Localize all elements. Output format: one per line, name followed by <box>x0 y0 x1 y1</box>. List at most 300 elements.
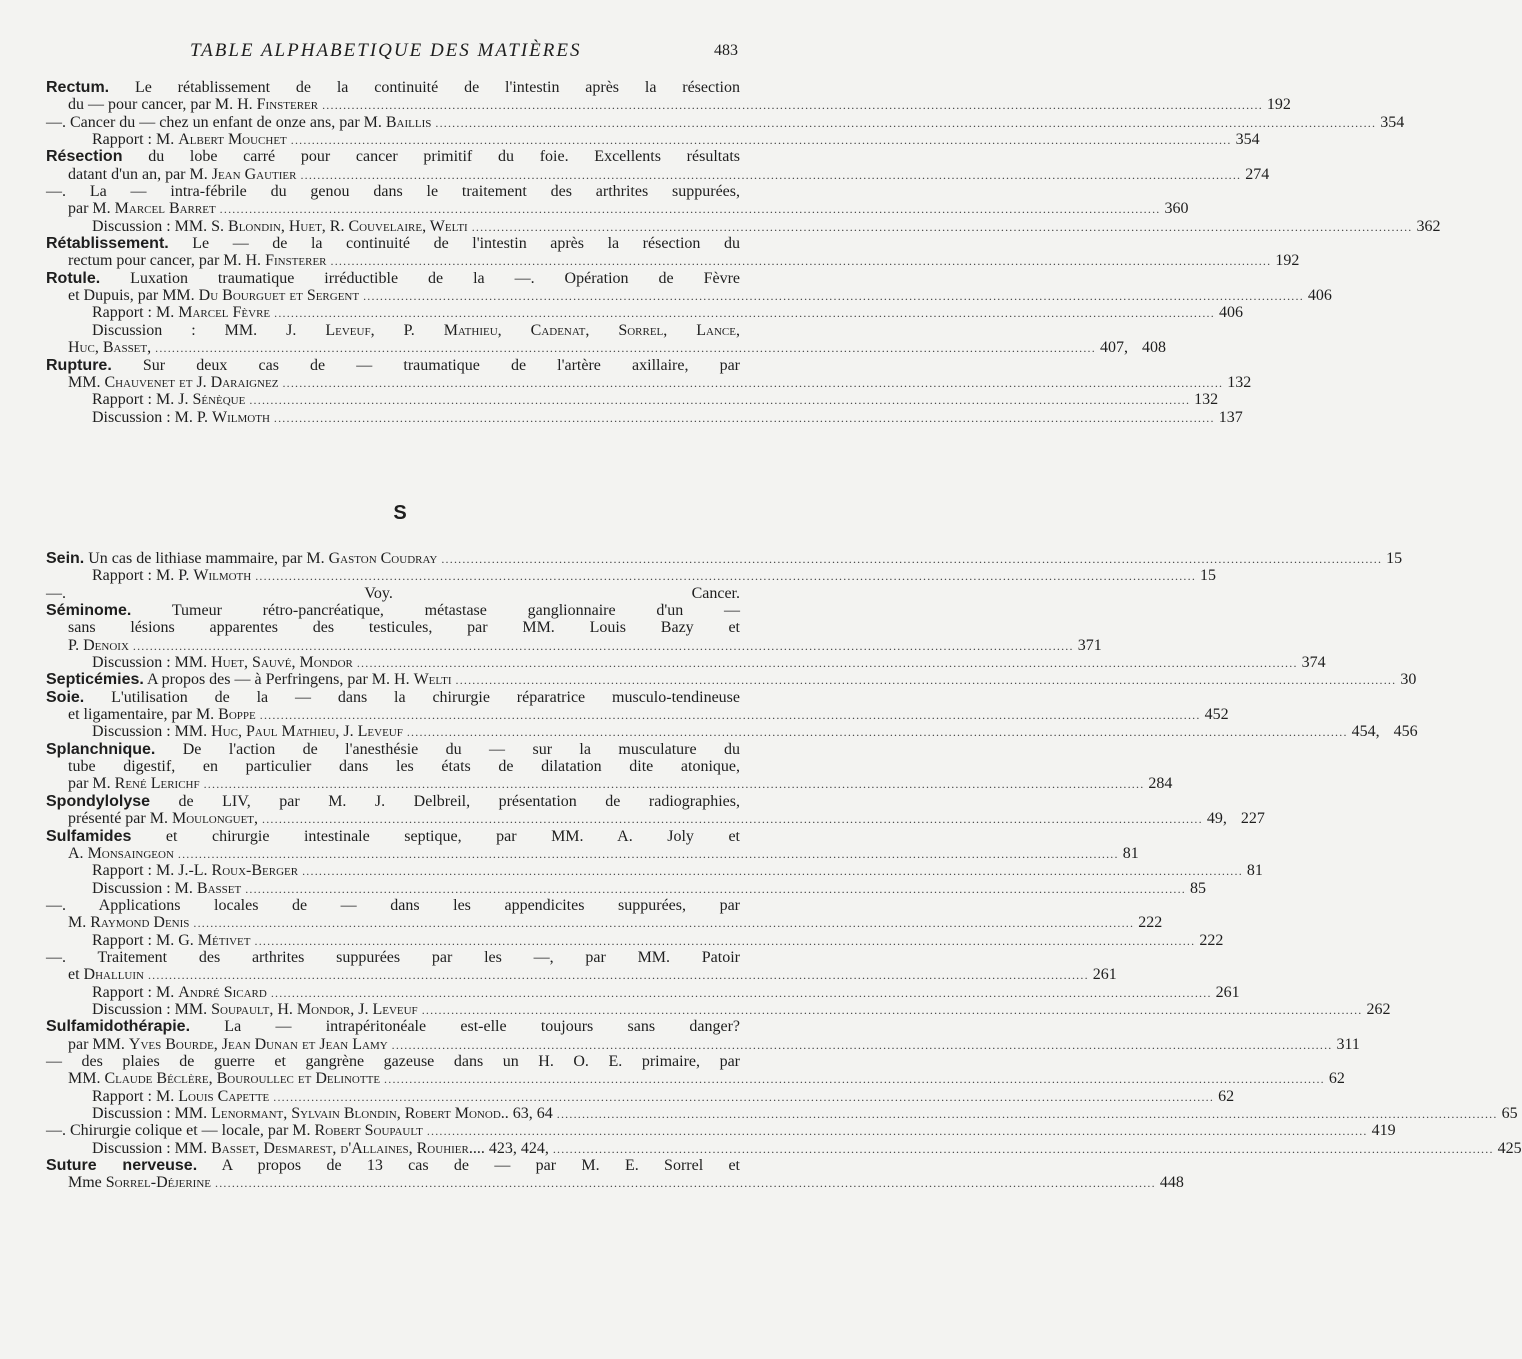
dot-leader <box>178 846 1119 863</box>
page-ref: 49, <box>1206 810 1227 828</box>
line-text <box>68 1174 211 1191</box>
line-text <box>68 810 258 827</box>
line-text <box>68 166 296 183</box>
line-text <box>46 689 740 706</box>
page-ref: 62 <box>1328 1070 1345 1088</box>
entry-text: Discussion : MM. <box>92 723 212 741</box>
index-entry <box>46 793 740 810</box>
index-line <box>46 567 1217 585</box>
entry-keyword: Suture nerveuse. <box>46 1157 198 1175</box>
entry-text: MM. <box>68 1070 105 1088</box>
index-entry <box>46 550 1403 567</box>
index-line <box>46 113 1405 131</box>
entry-text: —. Voy. Cancer. <box>46 584 740 602</box>
index-line <box>46 810 1265 828</box>
author-names: Du Bourguet et Sergent <box>198 287 360 305</box>
author-names: Leveuf, P. Mathieu, Cadenat, Sorrel, Lance, <box>325 321 740 339</box>
line-text <box>68 637 129 654</box>
entry-text: — des plaies de guerre et gangrène gazeuse dans un H. O. E. primaire, par <box>46 1052 740 1070</box>
entry-text: Discussion : MM. J. <box>92 321 326 339</box>
entry-text: A propos de 13 cas de — par M. E. Sorrel et <box>197 1157 741 1175</box>
index-entry <box>46 270 740 287</box>
index-line <box>46 1174 1184 1192</box>
author-names: Soupault, H. Mondor, J. Leveuf <box>211 1000 418 1018</box>
entry-text: Discussion : MM. <box>92 1105 212 1122</box>
entry-text: MM. <box>68 373 105 391</box>
entry-text: Discussion : M. P. <box>92 408 213 426</box>
line-text <box>92 218 468 235</box>
line-text <box>46 1018 740 1035</box>
line-text <box>92 1105 553 1122</box>
index-entry <box>46 828 740 845</box>
dot-leader <box>553 1141 1494 1158</box>
dot-leader <box>255 568 1196 585</box>
page-ref: 360 <box>1164 200 1189 218</box>
entry-text: Discussion : MM. <box>92 654 212 672</box>
entry-text: Rapport : M. J.-L. <box>92 862 212 880</box>
page-ref: 406 <box>1218 304 1243 322</box>
line-text <box>68 845 174 862</box>
entry-text: Un cas de lithiase mammaire, par M. <box>84 550 329 567</box>
index-line <box>46 619 740 636</box>
entry-text: A propos des — à Perfringens, par M. H. <box>143 671 414 689</box>
index-line <box>46 585 740 602</box>
author-names: Raymond Denis <box>90 914 190 932</box>
line-text <box>68 1036 388 1053</box>
author-names: Wilmoth <box>193 567 252 585</box>
author-names: Wilmoth <box>212 408 270 426</box>
dot-leader <box>255 933 1196 950</box>
author-names: Dhalluin <box>83 966 144 984</box>
page-ref: 132 <box>1194 391 1219 409</box>
dot-leader <box>300 167 1241 184</box>
author-names: Marcel Barret <box>114 200 216 218</box>
line-text <box>46 357 740 374</box>
dot-leader <box>262 811 1203 828</box>
line-text <box>92 723 403 740</box>
line-text <box>68 339 151 356</box>
index-line <box>46 165 1270 183</box>
dot-leader <box>427 1123 1368 1140</box>
entry-text: Le rétablissement de la continuité de l'intestin après la résection <box>109 79 740 96</box>
line-text <box>68 966 144 983</box>
author-names: Métivet <box>197 931 251 949</box>
dot-leader <box>557 1106 1498 1123</box>
line-text <box>46 114 431 131</box>
page-ref: 456 <box>1393 723 1418 741</box>
dot-leader <box>282 375 1223 392</box>
dot-leader <box>456 672 1397 689</box>
entry-text: Discussion : MM. <box>92 1139 212 1157</box>
index-line <box>46 775 1173 793</box>
entry-keyword: Sulfamidothérapie. <box>46 1018 191 1036</box>
entry-text: et <box>68 966 84 984</box>
dot-leader <box>392 1037 1333 1054</box>
line-text <box>68 914 189 931</box>
line-text <box>92 391 245 408</box>
page-ref: 454, <box>1351 723 1380 741</box>
entry-text: du — pour cancer, par M. H. <box>68 96 257 114</box>
index-line <box>46 391 1219 409</box>
page-ref: 192 <box>1275 252 1300 270</box>
line-text <box>92 131 287 148</box>
author-names: Huc, Basset, <box>68 339 152 357</box>
entry-text: Rapport : M. <box>92 304 179 322</box>
entry-text: De l'action de l'anesthésie du — sur la musculature du <box>155 740 740 758</box>
dot-leader <box>363 288 1304 305</box>
index-line <box>46 217 1441 235</box>
index-line <box>46 949 740 966</box>
line-text <box>68 200 216 217</box>
author-names: René Lerichf <box>114 775 200 793</box>
entry-text: Tumeur rétro-pancréatique, métastase ganglionnaire d'un — <box>131 602 740 620</box>
index-line <box>46 654 1326 672</box>
index-line <box>46 252 1300 270</box>
index-line <box>46 200 1189 218</box>
page-ref: 262 <box>1366 1000 1391 1018</box>
dot-leader <box>357 655 1298 672</box>
entry-text: Rapport : M. P. <box>92 567 194 585</box>
line-text <box>46 741 740 758</box>
page-ref: 261 <box>1092 966 1117 984</box>
entry-text: et Dupuis, par MM. <box>68 287 199 305</box>
index-line <box>46 1000 1391 1018</box>
author-names: Welti <box>413 671 452 689</box>
entry-text: Mme <box>68 1174 106 1192</box>
page-ref: 132 <box>1227 373 1252 391</box>
entry-text: —. La — intra-fébrile du genou dans le traitement des arthrites suppurées, <box>46 183 740 201</box>
index-line <box>46 304 1243 322</box>
page-ref: 30 <box>1400 671 1417 689</box>
index-line <box>46 914 1163 932</box>
page-ref: 62 <box>1218 1087 1235 1105</box>
entry-keyword: Rotule. <box>46 269 101 287</box>
index-line <box>46 1139 1522 1157</box>
line-text <box>92 567 251 584</box>
author-names: Huet, Sauvé, Mondor <box>211 654 353 672</box>
author-names: Huc, Paul Mathieu, J. Leveuf <box>211 723 403 741</box>
entry-keyword: Rupture. <box>46 356 112 374</box>
page-number: 483 <box>714 42 738 59</box>
entry-text: P. <box>68 636 84 654</box>
entry-text: La — intrapéritonéale est-elle toujours sans danger? <box>190 1018 740 1036</box>
dot-leader <box>435 115 1376 132</box>
page-ref: 261 <box>1215 983 1240 1001</box>
entry-keyword: Séminome. <box>46 602 132 620</box>
line-text <box>46 235 740 252</box>
entry-keyword: Rectum. <box>46 79 110 96</box>
entry-text: A. <box>68 844 88 862</box>
line-text <box>68 252 327 269</box>
author-names: Albert Mouchet <box>178 131 287 149</box>
author-names: Gaston Coudray <box>328 550 438 567</box>
dot-leader <box>155 340 1096 357</box>
index-line <box>46 408 1243 426</box>
index-line <box>46 1035 1360 1053</box>
entry-text: Sur deux cas de — traumatique de l'artère axillaire, par <box>111 356 740 374</box>
index-line <box>46 131 1260 149</box>
index-line <box>46 758 740 775</box>
index-line <box>46 1105 1518 1122</box>
page-ref: 311 <box>1336 1035 1360 1053</box>
entry-text: Le — de la continuité de l'intestin après la résection du <box>168 235 740 253</box>
index-block-s <box>46 550 1522 1192</box>
index-entry <box>46 1157 740 1174</box>
line-text <box>46 602 740 619</box>
author-names: Sorrel-Déjerine <box>105 1174 212 1192</box>
line-text <box>68 619 740 636</box>
page-ref: 222 <box>1199 931 1224 949</box>
entry-keyword: Résection <box>46 148 123 166</box>
index-line <box>46 183 740 200</box>
dot-leader <box>215 1175 1156 1192</box>
entry-text: Discussion : MM. <box>92 1000 212 1018</box>
entry-text: Rapport : M. <box>92 983 179 1001</box>
page-ref: 371 <box>1077 636 1102 654</box>
page-ref: 448 <box>1159 1174 1184 1192</box>
page-ref: 137 <box>1218 408 1243 426</box>
index-line <box>46 339 1166 357</box>
dot-leader <box>193 915 1134 932</box>
index-line <box>46 983 1240 1001</box>
author-names: Boppe <box>218 706 256 724</box>
line-text <box>92 1088 269 1105</box>
entry-text: Luxation traumatique irréductible de la —. Opération de Fèvre <box>100 269 740 287</box>
line-text <box>68 1070 380 1087</box>
dot-leader <box>260 707 1201 724</box>
page-ref: 354 <box>1380 113 1405 131</box>
author-names: Basset <box>196 879 242 897</box>
dot-leader <box>274 305 1215 322</box>
index-line <box>46 373 1252 391</box>
dot-leader <box>441 551 1382 568</box>
dot-leader <box>271 985 1212 1002</box>
author-names: Moulonguet, <box>171 810 259 828</box>
index-entry <box>46 148 740 165</box>
page-ref: 65 <box>1501 1105 1518 1122</box>
dot-leader <box>273 1089 1214 1106</box>
line-text <box>92 862 298 879</box>
line-text <box>46 897 740 914</box>
page-ref: 81 <box>1246 862 1263 880</box>
line-text <box>92 322 740 339</box>
index-line <box>46 844 1139 862</box>
author-names: Claude Béclère, Bouroullec et Delinotte <box>104 1070 381 1088</box>
page-ref: 425 <box>1497 1139 1522 1157</box>
entry-keyword: Sein. <box>46 550 85 567</box>
entry-text: de LIV, par M. J. Delbreil, présentation de radiographies, <box>150 792 740 810</box>
dot-leader <box>422 1002 1363 1019</box>
page-ref: 284 <box>1148 775 1173 793</box>
entry-text: Rapport : M. <box>92 131 179 149</box>
running-head <box>0 40 800 66</box>
page-ref: 408 <box>1141 339 1166 357</box>
entry-text: Rapport : M. G. <box>92 931 198 949</box>
entry-text: et ligamentaire, par M. <box>68 706 219 724</box>
index-entry <box>46 235 740 252</box>
entry-text: M. <box>68 914 91 932</box>
author-names: Jean Gautier <box>211 165 297 183</box>
line-text <box>46 183 740 200</box>
page-ref: 227 <box>1240 810 1265 828</box>
dot-leader <box>220 201 1161 218</box>
line-text <box>46 148 740 165</box>
page-ref: 192 <box>1266 96 1291 114</box>
entry-keyword: Soie. <box>46 688 85 706</box>
line-text <box>46 949 740 966</box>
line-text <box>68 96 318 113</box>
entry-keyword: Sulfamides <box>46 827 132 845</box>
page-ref: 452 <box>1204 706 1229 724</box>
page-ref: 374 <box>1301 654 1326 672</box>
author-names: Louis Capette <box>178 1087 270 1105</box>
index-entry <box>46 1018 740 1035</box>
line-text <box>92 304 270 321</box>
entry-text: du lobe carré pour cancer primitif du foie. Excellents résultats <box>122 148 740 166</box>
index-line <box>46 706 1229 724</box>
page-ref: 274 <box>1245 165 1270 183</box>
author-names: Robert Soupault <box>314 1122 423 1140</box>
dot-leader <box>291 132 1232 149</box>
page-ref: 15 <box>1200 567 1217 585</box>
entry-text: par M. <box>68 775 115 793</box>
line-text <box>68 374 278 391</box>
author-names: Sénèque <box>192 391 246 409</box>
index-entry <box>46 602 740 619</box>
line-text <box>46 1122 423 1139</box>
index-line <box>46 1053 740 1070</box>
index-block-r <box>46 79 1441 426</box>
entry-keyword: Splanchnique. <box>46 740 156 758</box>
entry-text: tube digestif, en particulier dans les états de dilatation dite atonique, <box>68 758 740 776</box>
dot-leader <box>384 1071 1325 1088</box>
line-text <box>92 932 251 949</box>
page-ref: 85 <box>1190 879 1207 897</box>
author-names: André Sicard <box>178 983 267 1001</box>
entry-keyword: Rétablissement. <box>46 235 169 253</box>
line-text <box>46 1053 740 1070</box>
index-line <box>46 862 1263 880</box>
line-text <box>46 550 437 567</box>
dot-leader <box>302 863 1243 880</box>
dot-leader <box>133 638 1074 655</box>
page-ref: 15 <box>1386 550 1403 567</box>
entry-text: Discussion : M. <box>92 879 197 897</box>
dot-leader <box>472 219 1413 236</box>
index-entry <box>46 671 1417 689</box>
entry-text: —. Chirurgie colique et — locale, par M. <box>46 1122 315 1140</box>
entry-text: présenté par M. <box>68 810 172 828</box>
entry-text: par M. <box>68 200 115 218</box>
page-ref: 362 <box>1416 217 1441 235</box>
author-names: Chauvenet et J. Daraignez <box>104 373 279 391</box>
running-title: TABLE ALPHABETIQUE DES MATIÈRES <box>190 40 582 61</box>
author-names: Yves Bourde, Jean Dunan et Jean Lamy <box>128 1035 388 1053</box>
index-line <box>46 287 1332 305</box>
dot-leader <box>148 967 1089 984</box>
entry-text: et chirurgie intestinale septique, par MM. A. Joly et <box>131 827 740 845</box>
author-names: Lenormant, Sylvain Blondin, Robert Monod.. 63, 64 <box>211 1105 553 1122</box>
dot-leader <box>407 724 1348 741</box>
entry-text: Rapport : M. <box>92 1087 179 1105</box>
page-ref: 222 <box>1138 914 1163 932</box>
index-entry <box>46 79 740 96</box>
page-ref: 354 <box>1235 131 1260 149</box>
entry-text: par MM. <box>68 1035 129 1053</box>
index-entry <box>46 689 740 706</box>
line-text <box>92 409 270 426</box>
entry-text: L'utilisation de la — dans la chirurgie réparatrice musculo-tendineuse <box>84 688 740 706</box>
author-names: Marcel Fèvre <box>178 304 271 322</box>
entry-text: —. Applications locales de — dans les appendicites suppurées, par <box>46 896 740 914</box>
index-line <box>46 879 1207 897</box>
author-names: Finsterer <box>265 252 327 270</box>
dot-leader <box>204 776 1145 793</box>
entry-text: datant d'un an, par M. <box>68 165 212 183</box>
line-text <box>92 984 267 1001</box>
entry-text: rectum pour cancer, par M. H. <box>68 252 266 270</box>
index-line <box>46 1070 1345 1088</box>
index-line <box>46 1122 1396 1140</box>
line-text <box>68 287 359 304</box>
author-names: Baillis <box>385 113 432 131</box>
entry-text: sans lésions apparentes des testicules, par MM. Louis Bazy et <box>68 619 740 637</box>
index-line <box>46 897 740 914</box>
line-text <box>46 828 740 845</box>
index-entry <box>46 741 740 758</box>
entry-text: Discussion : MM. S. <box>92 217 229 235</box>
dot-leader <box>274 410 1215 427</box>
author-names: Monsaingeon <box>87 844 174 862</box>
index-line <box>46 931 1224 949</box>
entry-keyword: Spondylolyse <box>46 792 151 810</box>
dot-leader <box>322 97 1263 114</box>
page-ref: 81 <box>1122 844 1139 862</box>
line-text <box>68 758 740 775</box>
line-text <box>92 1140 549 1157</box>
dot-leader <box>249 392 1190 409</box>
line-text <box>46 793 740 810</box>
index-line <box>46 723 1418 741</box>
entry-text: —. Cancer du — chez un enfant de onze ans, par M. <box>46 113 386 131</box>
author-names: Roux-Berger <box>211 862 299 880</box>
line-text <box>68 706 256 723</box>
page-ref: 406 <box>1307 287 1332 305</box>
page-ref: 419 <box>1371 1122 1396 1140</box>
index-line <box>46 96 1291 114</box>
line-text <box>46 79 740 96</box>
line-text <box>92 880 241 897</box>
index-line <box>46 322 740 339</box>
line-text <box>46 270 740 287</box>
line-text <box>46 585 740 602</box>
entry-text: —. Traitement des arthrites suppurées par les —, par MM. Patoir <box>46 948 740 966</box>
index-line <box>46 966 1117 984</box>
line-text <box>46 671 452 688</box>
dot-leader <box>245 881 1186 898</box>
author-names: Basset, Desmarest, d'Allaines, Rouhier.... 423, 424, <box>211 1139 549 1157</box>
author-names: Finsterer <box>256 96 319 114</box>
section-letter: S <box>393 502 407 524</box>
index-entry <box>46 357 740 374</box>
dot-leader <box>331 253 1272 270</box>
line-text <box>46 1157 740 1174</box>
line-text <box>92 1001 418 1018</box>
author-names: Denoix <box>83 636 129 654</box>
page-ref: 407, <box>1099 339 1128 357</box>
line-text <box>68 775 200 792</box>
entry-keyword: Septicémies. <box>46 671 144 689</box>
